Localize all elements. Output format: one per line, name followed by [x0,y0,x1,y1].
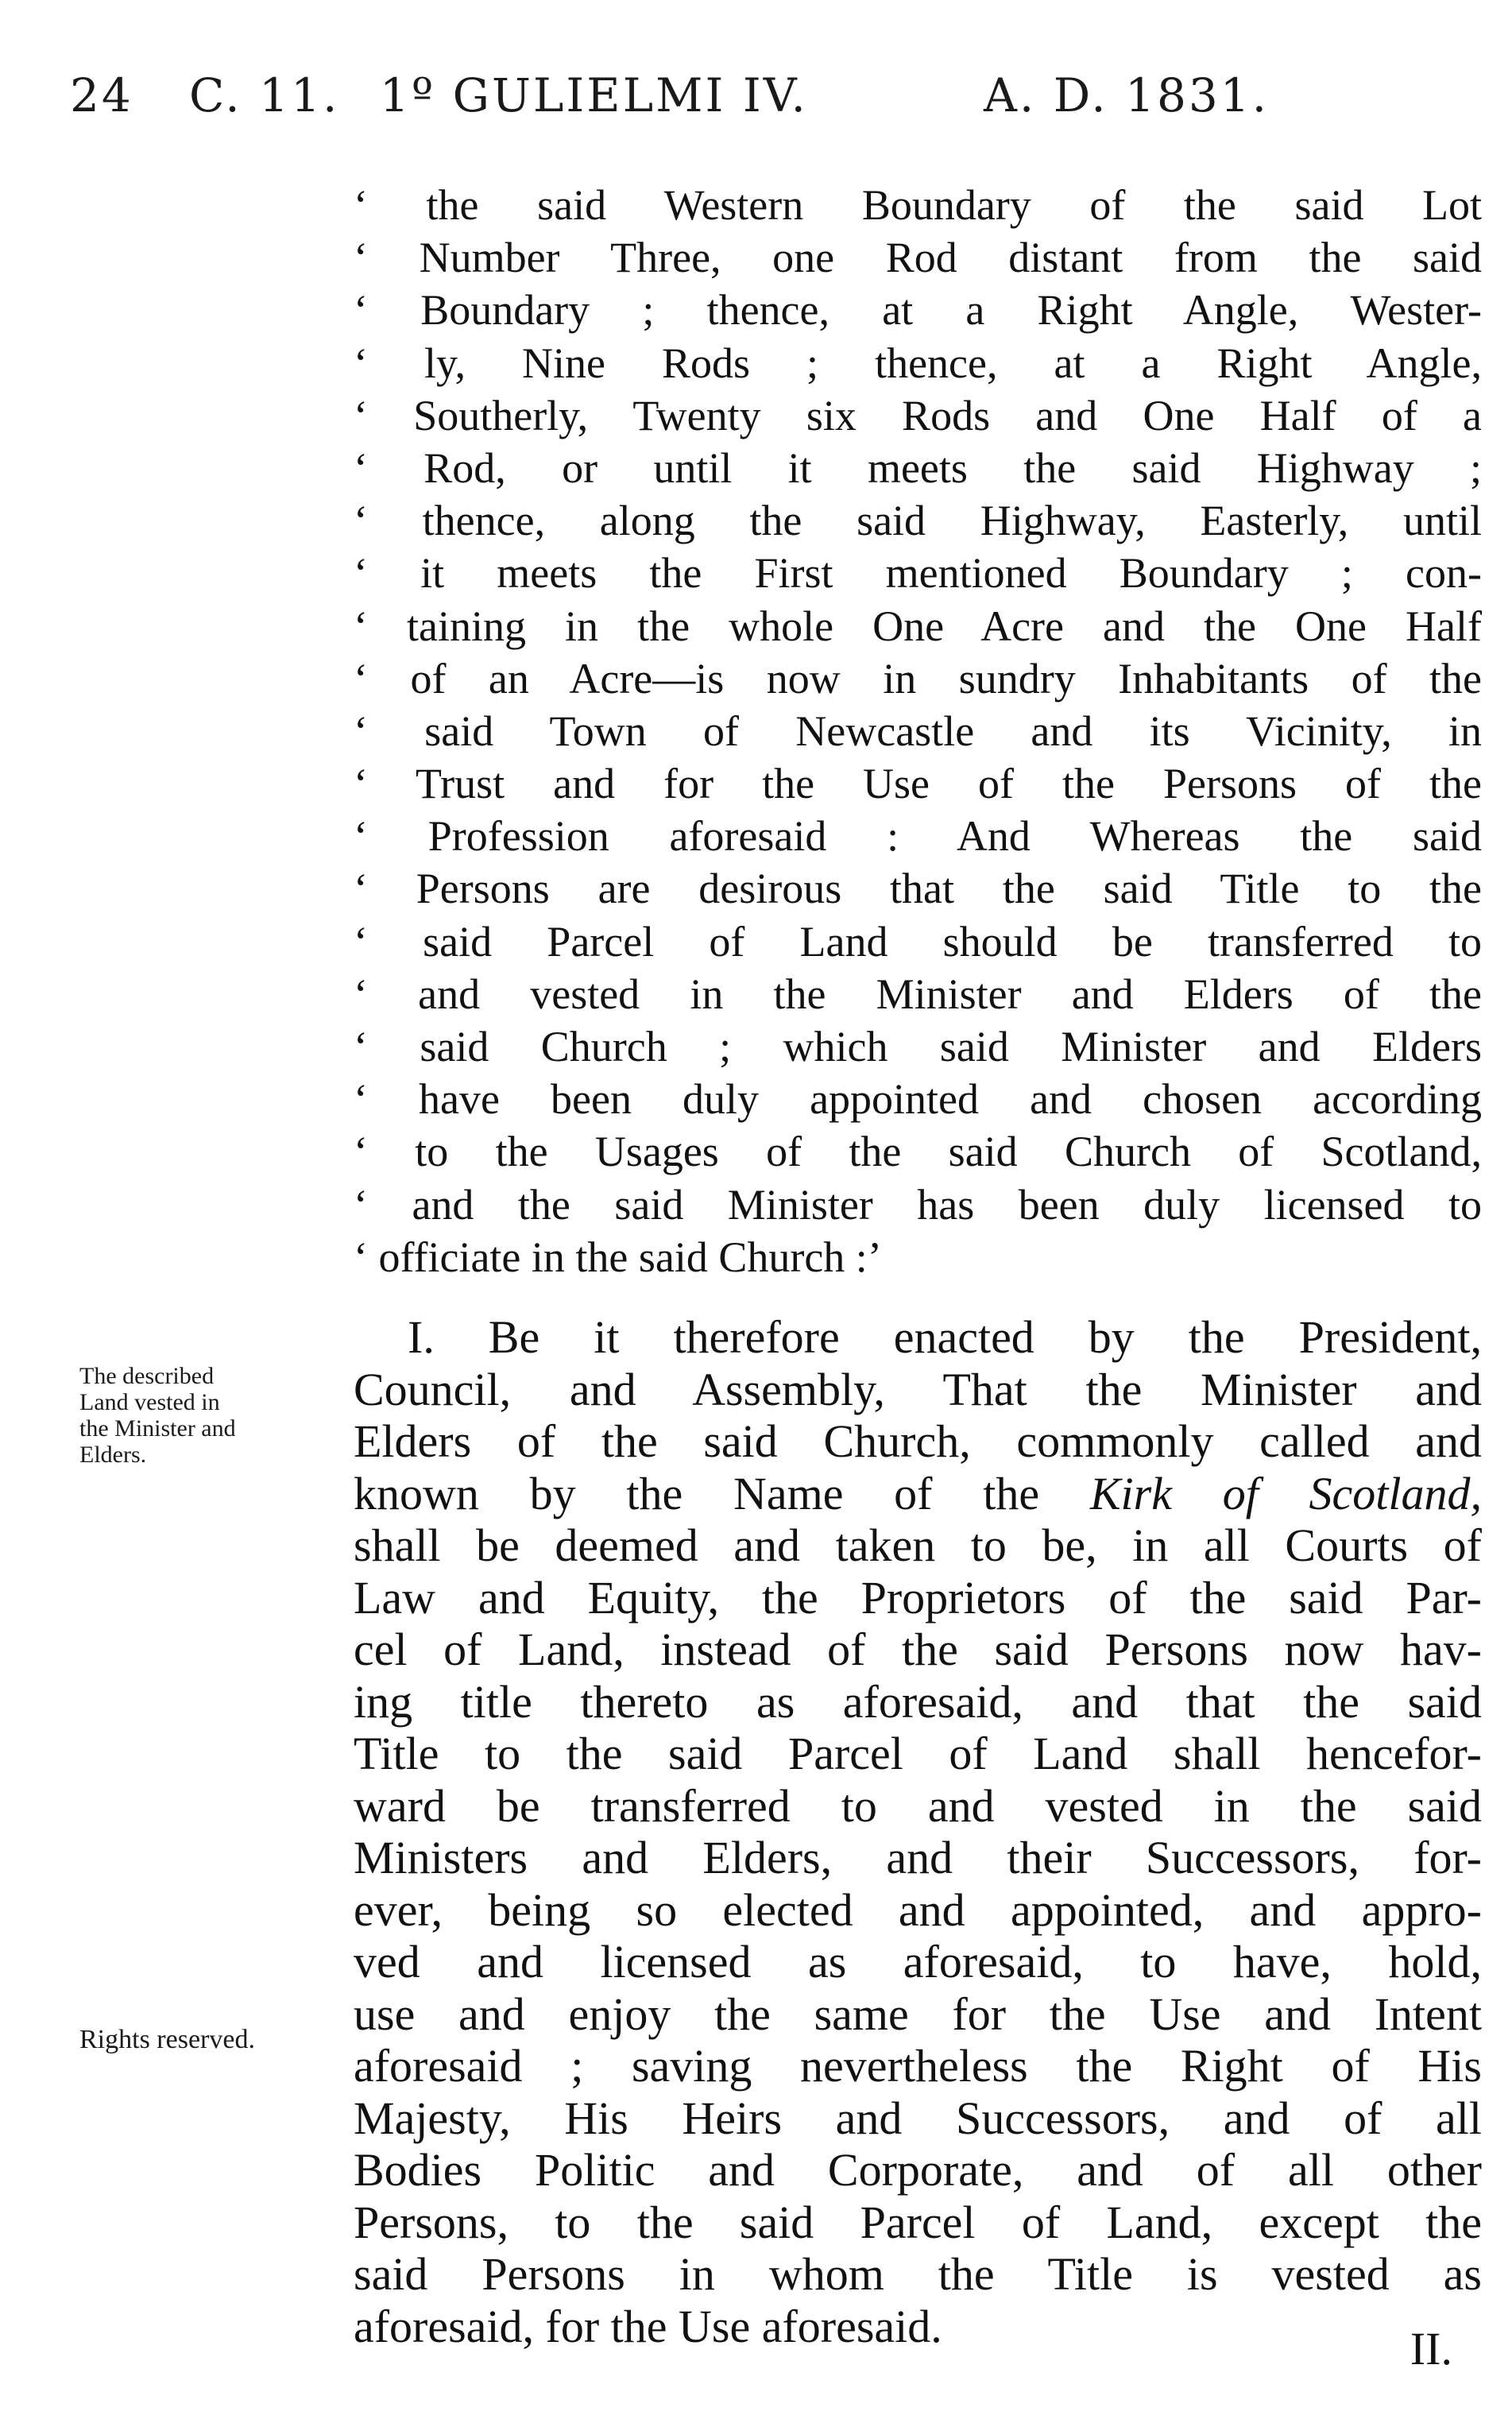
recital-line: ‘ said Parcel of Land should be transferred to [354,917,1482,966]
recital-line: ‘ Rod, or until it meets the said Highway ; [354,443,1482,492]
recital-line: ‘ said Town of Newcastle and its Vicinity, in [354,706,1482,755]
enactment-line: shall be deemed and taken to be, in all Courts of [354,1519,1482,1571]
recital-line: ‘ taining in the whole One Acre and the One Half [354,602,1482,650]
enactment-line: ved and licensed as aforesaid, to have, hold, [354,1936,1482,1987]
recital-line: ‘ and the said Minister has been duly licensed to [354,1180,1482,1229]
recital-line: ‘ said Church ; which said Minister and Elders [354,1023,1482,1070]
enactment-line: Law and Equity, the Proprietors of the said Par- [354,1571,1482,1624]
enactment-line: said Persons in whom the Title is vested as [354,2248,1482,2300]
running-header [70,68,1484,140]
enactment-line: aforesaid ; saving nevertheless the Right of His [354,2040,1482,2092]
recital-line: ‘ Southerly, Twenty six Rods and One Half of a [354,391,1482,439]
kirk-of-scotland-italic: Kirk of Scotland, [1089,1467,1483,1519]
enactment-line: Persons, to the said Parcel of Land, except the [354,2196,1482,2248]
recital-line: ‘ Profession aforesaid : And Whereas the said [354,812,1482,861]
enactment-line: I. Be it therefore enacted by the President, [408,1311,1482,1363]
enactment-line [354,1468,1482,1520]
recital-line: ‘ Persons are desirous that the said Title to the [354,865,1482,913]
enactment-line: aforesaid, for the Use aforesaid. [354,2300,942,2352]
recital-line: ‘ the said Western Boundary of the said Lot [354,181,1482,229]
enactment-line: ing title thereto as aforesaid, and that the said [354,1675,1482,1728]
enactment-text: known by the Name of the [354,1467,1040,1519]
sidenote-rights-reserved [79,2026,334,2053]
chapter-number: C. 11. [189,68,340,122]
sidenote-line: Rights reserved. [79,2025,255,2054]
recital-line: ‘ it meets the First mentioned Boundary ; con- [354,549,1482,598]
recital-line: ‘ ly, Nine Rods ; thence, at a Right Angle, [354,339,1482,387]
sidenote-line: Elders. [79,1442,147,1468]
page-number: 24 [70,68,133,122]
catchword: II. [1410,2323,1452,2374]
sidenote-line: the Minister and [79,1415,236,1442]
recital-line: ‘ Number Three, one Rod distant from the said [354,234,1482,282]
enactment-line: Bodies Politic and Corporate, and of all other [354,2144,1482,2196]
regnal-year: 1º GULIELMI IV. [380,68,808,122]
enactment-line: Elders of the said Church, commonly called and [354,1415,1482,1467]
recital-line: ‘ thence, along the said Highway, Easterly, until [354,497,1482,545]
calendar-year: A. D. 1831. [984,68,1270,122]
recital-line: ‘ Boundary ; thence, at a Right Angle, Wester- [354,286,1482,335]
recital-line: ‘ of an Acre—is now in sundry Inhabitants of the [354,654,1482,702]
enactment-line: Title to the said Parcel of Land shall hencefor- [354,1728,1482,1779]
recital-line: ‘ to the Usages of the said Church of Scotland, [354,1128,1482,1176]
enactment-line: ward be transferred to and vested in the said [354,1779,1482,1832]
enactment-line: ever, being so elected and appointed, and appro- [354,1883,1482,1936]
enactment-line: Majesty, His Heirs and Successors, and of all [354,2092,1482,2144]
recital-block [354,179,1482,1283]
sidenote-line: The described [79,1363,215,1389]
recital-line: ‘ Trust and for the Use of the Persons of the [354,760,1482,808]
enactment-line: use and enjoy the same for the Use and Intent [354,1987,1482,2040]
enactment-line: cel of Land, instead of the said Persons now hav- [354,1624,1482,1675]
enactment-section [354,1311,1482,2352]
enactment-line: Ministers and Elders, and their Successors, for- [354,1832,1482,1883]
recital-line: ‘ and vested in the Minister and Elders of the [354,970,1482,1018]
enactment-line: Council, and Assembly, That the Minister and [354,1363,1482,1415]
recital-line: ‘ officiate in the said Church :’ [354,1233,882,1281]
recital-line: ‘ have been duly appointed and chosen according [354,1075,1482,1124]
sidenote-land-vested [79,1363,334,1468]
sidenote-line: Land vested in [79,1389,220,1415]
